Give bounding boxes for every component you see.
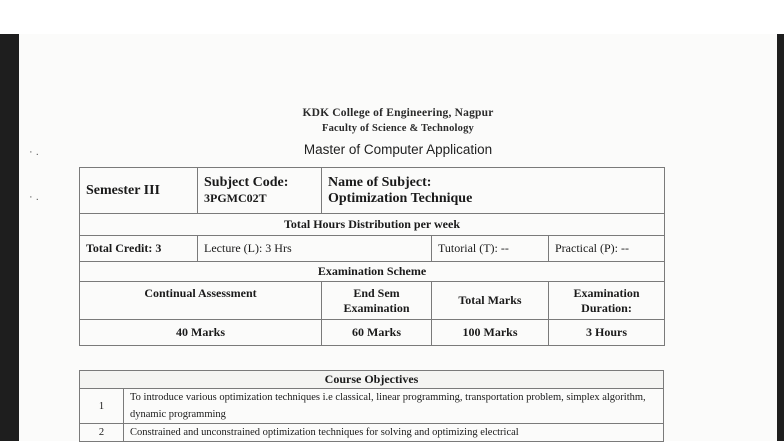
subject-name-label: Name of Subject: [328, 174, 432, 190]
objective-number: 1 [80, 389, 124, 424]
total-marks-value: 100 Marks [432, 320, 549, 346]
practical-hours: Practical (P): -- [549, 236, 665, 262]
tutorial-hours: Tutorial (T): -- [432, 236, 549, 262]
objective-text: To introduce various optimization techniques i.e classical, linear programming, transportation problem, simplex algorithm, dynamic programming [124, 389, 664, 424]
duration-header: Examination Duration: [549, 282, 665, 320]
subject-name-cell [322, 168, 665, 214]
continual-header: Continual Assessment [80, 282, 322, 320]
semester-cell: Semester III [80, 168, 198, 214]
total-credit: Total Credit: 3 [80, 236, 198, 262]
objective-text: Constrained and unconstrained optimization techniques for solving and optimizing electrical [124, 424, 664, 442]
faculty-name: Faculty of Science & Technology [321, 123, 475, 134]
duration-value: 3 Hours [549, 320, 665, 346]
subject-code: 3PGMC02T [204, 191, 267, 205]
scan-left-border [0, 34, 19, 441]
scheme-table [79, 167, 665, 346]
objectives-heading: Course Objectives [80, 371, 664, 389]
endsem-value: 60 Marks [322, 320, 432, 346]
subject-code-cell [198, 168, 322, 214]
hours-heading: Total Hours Distribution per week [80, 214, 665, 236]
objectives-table [79, 370, 664, 442]
total-marks-header: Total Marks [432, 282, 549, 320]
scan-speck: · . [29, 146, 39, 158]
lecture-hours: Lecture (L): 3 Hrs [198, 236, 432, 262]
objective-number: 2 [80, 424, 124, 442]
subject-name: Optimization Technique [328, 190, 473, 206]
continual-value: 40 Marks [80, 320, 322, 346]
college-name: KDK College of Engineering, Nagpur [302, 107, 494, 119]
document-page [19, 34, 777, 441]
scan-right-border [777, 34, 784, 441]
scan-speck: · . [29, 191, 39, 203]
exam-heading: Examination Scheme [80, 262, 665, 282]
subject-code-label: Subject Code: [204, 175, 289, 190]
program-name: Master of Computer Application [303, 142, 493, 157]
endsem-header: End Sem Examination [322, 282, 432, 320]
